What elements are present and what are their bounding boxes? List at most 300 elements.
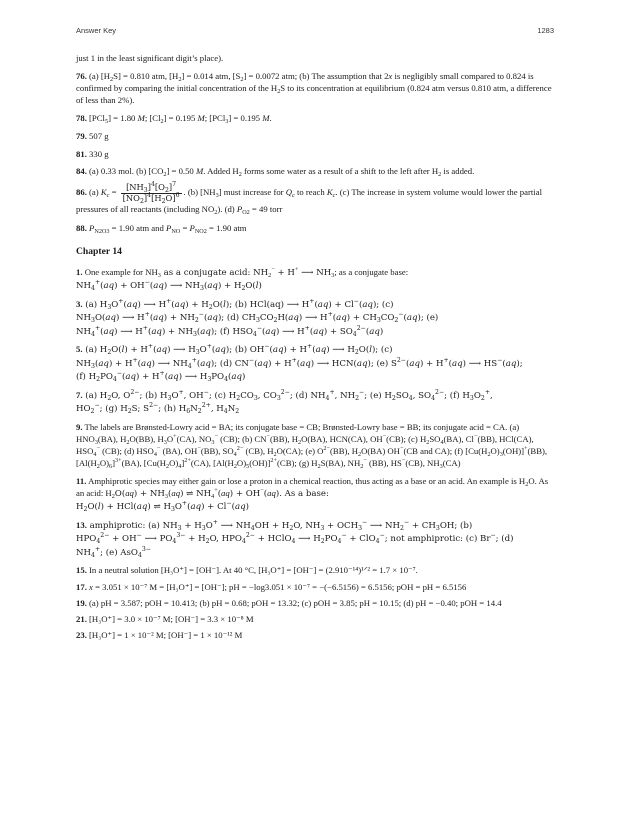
text: ) + H: [185, 300, 209, 311]
sub: 4: [291, 538, 296, 546]
phase-label: aq: [272, 345, 284, 356]
phase-label: aq: [200, 358, 211, 369]
text: One example for NH: [82, 267, 158, 278]
sup: +: [484, 388, 491, 396]
sub: 2: [487, 451, 491, 458]
text: O: [111, 300, 119, 311]
sup: +: [173, 432, 177, 440]
sub: 2: [214, 209, 218, 217]
text: ) + CH: [346, 313, 377, 324]
sup: +: [212, 519, 218, 527]
sub: 3: [225, 118, 229, 125]
text: O, O: [111, 390, 131, 401]
text: ) + H: [283, 345, 308, 356]
text: (a) [H: [86, 70, 111, 81]
var: M: [197, 113, 205, 123]
sup: −: [136, 532, 142, 540]
text: O): [236, 458, 247, 469]
text: (: [365, 326, 370, 337]
text: =: [109, 187, 119, 198]
text: O: [174, 502, 182, 513]
sup: +: [327, 311, 333, 319]
sub: 4: [91, 551, 95, 559]
sup: −: [203, 388, 209, 396]
text: ): [379, 326, 384, 337]
text: ) ⟶ H: [167, 345, 196, 356]
sup: +: [178, 388, 184, 396]
answer-number: 88.: [76, 222, 87, 233]
sup: 4: [150, 181, 155, 189]
text: + H: [185, 534, 206, 545]
answer-c14-5: [76, 343, 554, 383]
text: (OH)]: [249, 458, 271, 469]
answer-78: [76, 112, 554, 124]
answer-number: 86.: [76, 187, 87, 198]
sub: 2: [197, 407, 202, 415]
sub: 2: [178, 75, 182, 83]
sub: 2: [90, 407, 95, 415]
text: (: [171, 300, 175, 311]
phase-label: aq: [153, 313, 164, 324]
phase-label: aq: [105, 313, 116, 324]
sub: 4: [153, 451, 157, 458]
text: ) + Cl: [328, 300, 354, 311]
text: (: [147, 326, 152, 337]
sub: 3: [201, 525, 206, 533]
text: is negligibly small compared to 0.824 is confirmed by comparing the initial concentration of the H: [76, 70, 534, 93]
sub: 2: [164, 187, 169, 195]
sub: c: [106, 192, 110, 200]
sup: +: [147, 343, 154, 351]
text: ); (b) HCl(aq) ⟶ H: [225, 300, 310, 311]
phase-label: aq: [136, 502, 148, 513]
sub: 3: [255, 317, 260, 325]
var: x: [89, 581, 93, 592]
sub: 2: [233, 463, 237, 471]
text: to reach: [294, 187, 327, 198]
sup: +: [94, 279, 101, 287]
sup: 2+: [201, 401, 211, 409]
sub: [195, 228, 207, 235]
text: (CB); (g) H: [277, 458, 318, 469]
sup: −: [198, 311, 204, 319]
text: [H₃O⁺] = 1 × 10⁻² M; [OH⁻] = 1 × 10⁻¹² M: [86, 630, 243, 641]
text: (a) H: [82, 390, 108, 401]
sub: 3: [94, 438, 98, 446]
text: OH; (b): [439, 521, 473, 532]
text: , H: [210, 403, 224, 414]
text: (: [312, 345, 316, 356]
text: ) ⟶ HS: [462, 358, 498, 369]
sub: 3: [195, 349, 200, 357]
text: PO: [100, 371, 113, 382]
text: H(: [277, 313, 289, 324]
text: (BB), HCl(CA), HSO: [76, 433, 534, 456]
text: (BB), HS: [366, 458, 402, 469]
text: [PCl: [86, 113, 105, 123]
sub: 2: [127, 407, 132, 415]
text: ); (b) OH: [225, 345, 265, 356]
sub: 3: [163, 438, 167, 446]
sub: 4: [224, 375, 229, 383]
text: O(: [94, 313, 106, 324]
phase-label: aq: [103, 326, 115, 337]
text: (: [196, 326, 201, 337]
answer-number: 9.: [76, 421, 83, 432]
sup: 2−: [323, 445, 331, 452]
answer-81: [76, 148, 554, 160]
phase-label: aq: [231, 371, 243, 382]
answer-number: 3.: [76, 299, 83, 310]
t: 2: [203, 227, 207, 235]
text: (: [254, 358, 258, 369]
t: ]: [147, 182, 151, 193]
answer-79: [76, 130, 554, 142]
var: P: [236, 204, 243, 215]
sup: 3−: [141, 545, 152, 553]
t: ) ⟶ NH: [163, 281, 201, 292]
sup: −: [359, 388, 365, 396]
sub: 2: [107, 394, 112, 402]
text: HO: [76, 403, 91, 414]
t: [NH: [126, 182, 144, 193]
sup: −: [156, 445, 161, 452]
text: ) ⟶ NH: [151, 358, 188, 369]
text: ⟶ H: [295, 534, 321, 545]
text: ) + NH: [161, 326, 193, 337]
answer-number: 23.: [76, 630, 87, 641]
text: ; (g) H: [99, 403, 128, 414]
text: ) + H: [268, 358, 292, 369]
text: O, NH: [293, 521, 321, 532]
text: (: [153, 345, 157, 356]
text: .: [269, 113, 272, 123]
sup: 2−: [356, 324, 366, 332]
answer-c14-11: [76, 475, 554, 514]
text: (: [196, 358, 201, 369]
sub: 3: [157, 272, 161, 280]
var: M: [137, 113, 145, 123]
sup: −: [353, 298, 359, 306]
phase-label: aq: [174, 300, 186, 311]
sub: 2: [163, 171, 167, 179]
text: ; (d): [495, 534, 514, 545]
t: aq: [103, 281, 115, 292]
sub: 4: [325, 394, 330, 402]
sup: −: [362, 519, 368, 527]
sub: 2: [438, 171, 442, 179]
sub: 2: [236, 394, 241, 402]
text: ⟶ PO: [141, 534, 173, 545]
sub: 3: [215, 192, 219, 200]
text: OH + H: [254, 521, 290, 532]
answer-c14-23: [76, 629, 554, 641]
sub: 2: [241, 285, 246, 293]
sub: 4: [408, 394, 413, 402]
sup: +: [142, 324, 148, 332]
sub: 2: [110, 75, 114, 83]
text: PO: [211, 371, 225, 382]
sub: 3: [439, 463, 443, 471]
text: O): [99, 458, 110, 469]
t: 2: [98, 227, 102, 235]
phase-label: aq: [126, 300, 138, 311]
text: PO: [324, 534, 338, 545]
equation-line: [76, 356, 523, 370]
answer-c14-21: [76, 613, 554, 625]
sub: 4: [211, 493, 215, 501]
sup: 2−: [396, 356, 406, 364]
sup: +: [191, 356, 197, 364]
text: ; (e) AsO: [100, 547, 138, 558]
sub: 3: [143, 187, 148, 195]
phase-label: aq: [141, 358, 152, 369]
t: O: [242, 209, 247, 217]
text: ) ⟶ HCN(: [310, 358, 357, 369]
answer-number: 17.: [76, 581, 87, 592]
text: = 3.051 × 10⁻⁷ M = [H₃O⁺] = [OH⁻]; pH = −log3.051 × 10⁻⁷ = −(−6.5156) = 6.5156; pOH = pH = 6.5156: [92, 581, 467, 592]
answer-number: 79.: [76, 130, 87, 141]
text: (BB), H: [270, 433, 299, 444]
text: O(CA); (e) O: [276, 446, 324, 456]
sub: [94, 228, 109, 235]
t: (: [100, 281, 104, 292]
text: (: [211, 345, 216, 356]
text: [H₃O⁺] = 3.0 × 10⁻⁷ M; [OH⁻] = 3.3 × 10⁻⁸ M: [86, 614, 254, 625]
text: + OH: [109, 534, 137, 545]
sub: 3: [164, 493, 169, 501]
phase-label: aq: [369, 326, 380, 337]
text: ) ⟶ H: [326, 345, 355, 356]
sub: 2: [480, 394, 485, 402]
sub: 3: [358, 525, 363, 533]
sub: c: [332, 192, 336, 200]
phase-label: l: [121, 345, 125, 356]
text: ; not amphiprotic: (c) Br: [384, 534, 491, 545]
text: (BB), [Al(H: [76, 446, 548, 469]
sub: 2: [317, 463, 321, 471]
text: ); (c): [372, 300, 394, 311]
chapter-heading: Chapter 14: [76, 245, 122, 257]
sub: 4: [233, 451, 237, 458]
sup: −: [260, 487, 264, 495]
answer-number: 15.: [76, 565, 87, 576]
sub: 3: [469, 394, 474, 402]
answer-number: 19.: [76, 597, 87, 608]
text: In a neutral solution [H₃O⁺] = [OH⁻]. At 40 °C, [H₃O⁺] = [OH⁻] = (2.910⁻¹⁴)¹ᐟ² = 1.7 × 10⁻⁷.: [86, 565, 418, 576]
text: SO: [395, 390, 409, 401]
text: ) + NH: [163, 313, 195, 324]
sub: 2: [235, 407, 240, 415]
var: M: [262, 113, 270, 123]
text: . (c) The increase in system volume would lower the partial pressures of all reactants (including NO: [76, 187, 542, 215]
phase-label: aq: [406, 313, 418, 324]
var: K: [326, 187, 333, 198]
text: O(: [111, 345, 122, 356]
t: ) + H: [217, 281, 242, 292]
text: ) + Cl: [201, 502, 227, 513]
sup: +: [94, 545, 101, 553]
text: (: [231, 502, 235, 513]
sup: −: [264, 343, 270, 351]
text: (: [332, 313, 337, 324]
text: (BA), [Cu(H: [121, 458, 167, 469]
sub: 4: [137, 551, 142, 559]
text: N: [227, 403, 236, 414]
text: ) ⟶ H: [115, 313, 145, 324]
kc-fraction: [121, 183, 182, 203]
text: ; (e) H: [364, 390, 392, 401]
text: ) ⟶ H: [137, 300, 167, 311]
sup: 2−: [245, 532, 255, 540]
t: l: [255, 281, 259, 292]
phase-label: aq: [257, 358, 269, 369]
sup: −: [94, 401, 100, 409]
sup: −: [497, 356, 503, 364]
sup: 7: [172, 181, 177, 189]
text: ) ⟶ H: [178, 371, 208, 382]
sup: −: [266, 432, 271, 440]
sub: 2: [161, 197, 166, 205]
sub: 2: [354, 349, 359, 357]
sup: −: [226, 500, 232, 508]
text: ; (h) H: [158, 403, 187, 414]
text: (CB), H: [243, 446, 274, 456]
text: (: [263, 489, 268, 500]
text: + OCH: [324, 521, 359, 532]
text: ): [245, 502, 249, 513]
sub: 2: [391, 394, 396, 402]
t: (: [203, 281, 208, 292]
sub: 3: [435, 525, 440, 533]
text: (: [164, 371, 169, 382]
sup: +: [294, 266, 299, 274]
answer-number: 1.: [76, 267, 83, 278]
answer-86: [76, 183, 554, 216]
answer-c14-13: [76, 519, 554, 559]
text: (: [100, 326, 104, 337]
equation-line: [76, 369, 246, 383]
answer-number: 13.: [76, 520, 87, 531]
sub: 2: [111, 493, 115, 501]
text: (: [314, 300, 318, 311]
sub: 4: [337, 538, 342, 546]
text: ) + H: [136, 371, 160, 382]
sub: 2: [358, 451, 362, 458]
sup: −: [379, 532, 385, 540]
sup: 2−: [130, 388, 140, 396]
sub: 3: [177, 525, 182, 533]
text: + HClO: [254, 534, 292, 545]
sup: 2+: [184, 457, 191, 465]
text: O(BB), H: [129, 433, 164, 444]
phase-label: aq: [300, 358, 311, 369]
sub: 2: [273, 317, 278, 325]
phase-label: l: [369, 345, 372, 356]
text: (: [228, 371, 232, 382]
sub: 4: [93, 451, 97, 458]
answer-number: 11.: [76, 476, 87, 486]
sup: −: [363, 457, 367, 465]
answer-c14-7: [76, 389, 554, 415]
text: ⟶ NH: [298, 268, 332, 279]
sub: 4: [112, 375, 117, 383]
text: ) + NH: [133, 489, 165, 500]
equation: [76, 281, 262, 291]
text: S; S: [131, 403, 150, 414]
text: CO: [259, 313, 274, 324]
text: O(BA), HCN(CA), OH: [301, 433, 383, 444]
text: ): [242, 371, 246, 382]
sup: −: [382, 432, 387, 440]
sup: −: [96, 445, 100, 452]
text: O: [166, 433, 174, 444]
sub: 3: [107, 304, 112, 312]
t: ]: [143, 192, 148, 203]
text: ; (c) H: [208, 390, 237, 401]
text: (: [203, 313, 208, 324]
text: (: [168, 489, 172, 500]
text: The labels are Brønsted-Lowry acid = BA; its conjugate base = CB; Brønsted-Lowry base = BB; its conjugate acid = CA. (a) HNO: [76, 421, 520, 444]
text: 330 g: [86, 148, 109, 159]
phase-label: aq: [267, 488, 276, 499]
text: Amphiprotic species may either gain or lose a proton in a chemical reaction, thus acting as a base or an acid. An example is H: [86, 476, 526, 486]
text: (: [502, 358, 506, 369]
sup: +: [309, 298, 315, 306]
text: O(: [114, 489, 126, 500]
var: P: [89, 222, 95, 233]
sub: 4: [223, 407, 228, 415]
text: ) + HCl(: [100, 502, 137, 513]
sup: −: [197, 445, 201, 452]
sub: 2: [273, 451, 277, 458]
sub: 2: [96, 375, 101, 383]
text: (a) pH = 3.587; pOH = 10.413; (b) pH = 0.68; pOH = 13.32; (c) pOH = 3.85; pH = 10.15; (d) pH = −0.40; pOH = 14.4: [86, 597, 502, 608]
text: + CH: [409, 521, 436, 532]
text: ]: [112, 458, 116, 469]
phase-label: aq: [215, 345, 226, 356]
text: ); (e) S: [367, 358, 397, 369]
text: (: [405, 358, 410, 369]
text: (CA), NO: [176, 433, 212, 444]
sup: 2−: [149, 401, 159, 409]
phase-label: aq: [125, 488, 134, 499]
text: O: [205, 521, 213, 532]
text: (: [149, 313, 154, 324]
phase-label: aq: [234, 502, 246, 513]
text: NH: [76, 547, 92, 558]
answer-c14-17: [76, 581, 554, 593]
text: ; (f) H: [444, 390, 470, 401]
phase-label: aq: [151, 326, 162, 337]
text: + ClO: [346, 534, 376, 545]
sup: −: [271, 266, 275, 274]
sup: +: [329, 388, 335, 396]
sub: 4: [187, 362, 192, 370]
sub: 4: [352, 330, 357, 338]
text: (OH)]: [502, 446, 525, 456]
text: (: [122, 371, 126, 382]
sub: 2: [107, 349, 112, 357]
phase-label: aq: [207, 313, 218, 324]
text: O(BA) OH: [361, 446, 400, 456]
sup: +: [307, 343, 313, 351]
sub: c: [292, 192, 295, 200]
text: (a) 0.33 mol. (b) [CO: [86, 166, 164, 177]
text: (CB), NH: [405, 458, 440, 469]
text: NH: [76, 358, 92, 369]
text: (: [187, 502, 191, 513]
